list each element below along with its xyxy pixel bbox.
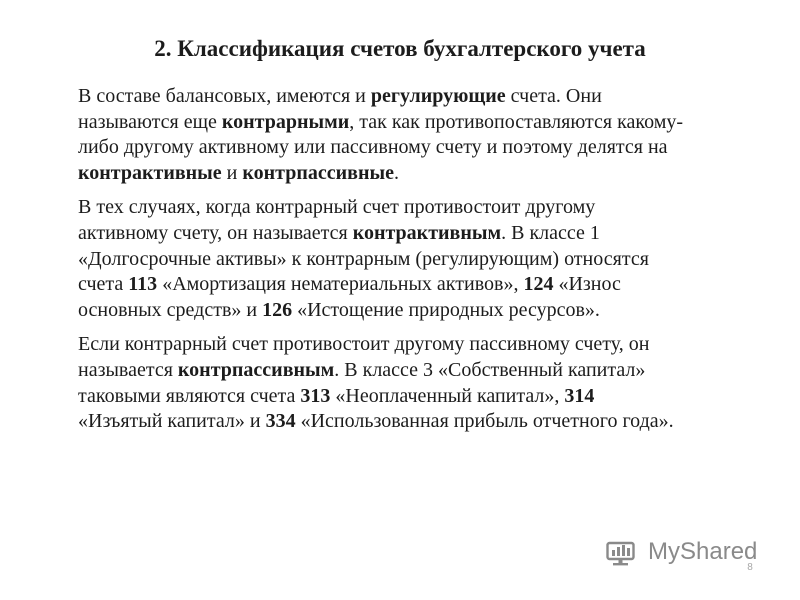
text-line	[78, 409, 768, 435]
page-number: 8	[747, 562, 753, 573]
body-paragraph	[78, 84, 768, 186]
bold-term: 124	[523, 273, 554, 296]
text-run: .	[393, 161, 399, 184]
text-line	[78, 110, 768, 136]
watermark	[606, 533, 757, 571]
watermark-text: MyShared	[648, 538, 758, 565]
text-run: , так как противопоставляются какому-	[349, 110, 684, 133]
text-run: и	[221, 161, 243, 184]
text-run: таковыми являются счета	[78, 384, 301, 407]
text-line	[78, 221, 768, 247]
bold-term: 334	[265, 410, 296, 433]
text-run: либо другому активному или пассивному счету и поэтому делятся на	[78, 136, 668, 159]
bold-term: 113	[128, 273, 158, 296]
text-line	[78, 332, 768, 358]
bold-term: контрактивным	[352, 221, 502, 244]
bold-term: регулирующие	[370, 85, 506, 107]
myshared-logo-icon	[606, 537, 642, 567]
text-line	[78, 298, 768, 324]
text-line	[78, 84, 768, 110]
bold-term: контрпассивные	[242, 161, 394, 184]
text-run: . В классе 3 «Собственный капитал»	[334, 358, 646, 381]
slide-body	[78, 84, 768, 444]
text-run: основных средств» и	[78, 298, 263, 321]
text-run: «Истощение природных ресурсов».	[292, 298, 600, 321]
text-line	[78, 161, 768, 187]
body-paragraph	[78, 332, 768, 434]
text-run: В составе балансовых, имеются и	[78, 85, 371, 107]
text-line	[78, 358, 768, 384]
text-run: «Изъятый капитал» и	[78, 410, 266, 433]
text-run: называются еще	[78, 110, 222, 133]
bold-term: 126	[262, 298, 293, 321]
bold-term: 314	[564, 384, 595, 407]
text-run: В тех случаях, когда контрарный счет противостоит другому	[78, 196, 596, 219]
bold-term: контрактивные	[78, 161, 222, 184]
text-run: . В классе 1	[501, 221, 600, 244]
bold-term: контрпассивным	[177, 358, 335, 381]
bold-term: контрарными	[221, 110, 350, 133]
text-run: счета. Они	[505, 85, 602, 107]
text-run: «Амортизация нематериальных активов»,	[157, 273, 524, 296]
text-run: «Использованная прибыль отчетного года».	[295, 410, 674, 433]
text-run: «Неоплаченный капитал»,	[330, 384, 565, 407]
text-run: счета	[78, 273, 129, 296]
text-line	[78, 272, 768, 298]
text-run: Если контрарный счет противостоит другому пассивному счету, он	[78, 333, 650, 356]
text-line	[78, 247, 768, 273]
slide-title: 2. Классификация счетов бухгалтерского учета	[154, 36, 646, 61]
text-run: «Износ	[553, 273, 621, 296]
text-run: активному счету, он называется	[78, 221, 353, 244]
text-line	[78, 135, 768, 161]
text-line	[78, 384, 768, 410]
text-run: называется	[78, 358, 178, 381]
text-line	[78, 195, 768, 221]
body-paragraph	[78, 195, 768, 323]
bold-term: 313	[300, 384, 331, 407]
text-run: «Долгосрочные активы» к контрарным (регулирующим) относятся	[78, 247, 649, 270]
